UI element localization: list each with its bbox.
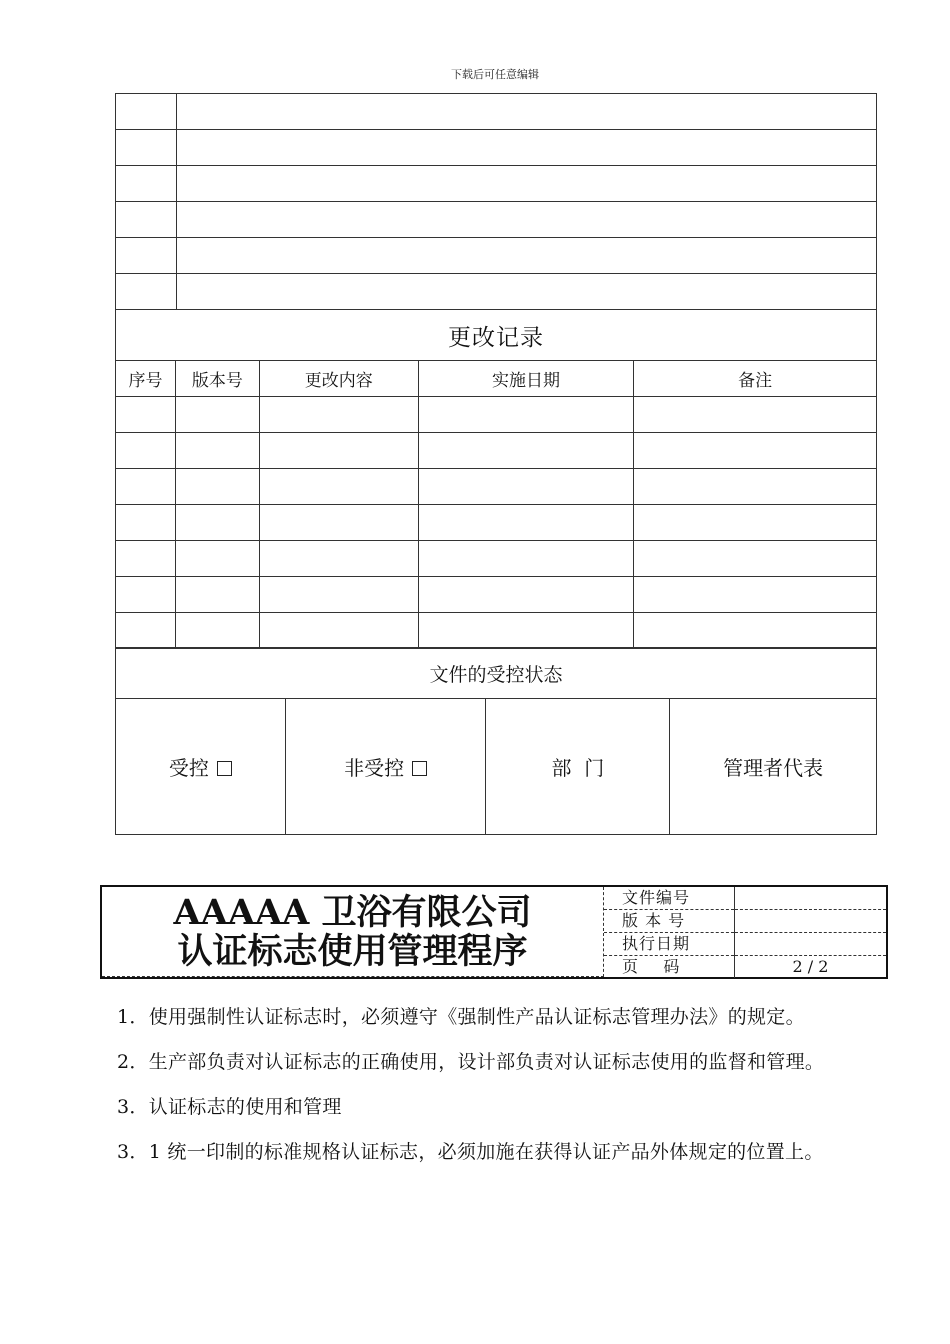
document-meta-table [604,887,886,978]
paragraph: 3．认证标志的使用和管理 [117,1096,342,1118]
column-header: 更改内容 [259,361,418,397]
page-number: 2 / 2 [792,957,829,976]
department-label: 部 门 [551,756,605,780]
table-row [116,613,877,649]
management-rep-label: 管理者代表 [723,756,824,780]
table-title-row [116,648,877,699]
company-name: AAAAA 卫浴有限公司 [173,892,532,933]
table-row [116,94,877,130]
column-header: 序号 [116,361,176,397]
meta-value [735,933,887,956]
document-header [100,885,888,979]
meta-row [604,956,886,979]
uncontrolled-checkbox[interactable] [412,761,427,776]
table-row [116,202,877,238]
table-row [116,130,877,166]
department-cell [486,699,670,835]
page-top-note: 下载后可任意编辑 [451,68,539,81]
document-title: 认证标志使用管理程序 [177,932,528,972]
controlled-label: 受控 [168,756,209,780]
controlled-checkbox[interactable] [217,761,232,776]
table-row [116,238,877,274]
meta-row [604,910,886,933]
meta-label: 页 码 [604,956,735,979]
company-title-area [102,887,604,977]
meta-label: 执行日期 [604,933,735,956]
column-header: 备注 [634,361,877,397]
table-row [116,541,877,577]
column-header: 版本号 [175,361,259,397]
meta-row [604,887,886,910]
table-row [116,274,877,310]
meta-label: 版 本 号 [604,910,735,933]
column-header: 实施日期 [418,361,634,397]
body-text [117,1005,877,1185]
paragraph: 3．1 统一印制的标准规格认证标志，必须加施在获得认证产品外体规定的位置上。 [117,1141,824,1163]
table-row [116,577,877,613]
blank-rows-table [115,93,877,310]
meta-row [604,933,886,956]
paragraph: 2．生产部负责对认证标志的正确使用，设计部负责对认证标志使用的监督和管理。 [117,1051,825,1073]
meta-label: 文件编号 [604,887,735,910]
table-header-row [116,361,877,397]
meta-value [735,887,887,910]
table-row [116,469,877,505]
change-record-table [115,309,877,649]
table-row [116,433,877,469]
uncontrolled-label: 非受控 [344,756,405,780]
table-row [116,699,877,835]
paragraph: 1．使用强制性认证标志时，必须遵守《强制性产品认证标志管理办法》的规定。 [117,1006,805,1028]
management-rep-cell [670,699,877,835]
uncontrolled-option[interactable] [285,699,486,835]
table-row [116,505,877,541]
change-record-title: 更改记录 [116,310,877,361]
meta-value [735,910,887,933]
control-status-table [115,647,877,835]
table-row [116,166,877,202]
table-title-row [116,310,877,361]
controlled-option[interactable] [116,699,286,835]
table-row [116,397,877,433]
control-status-title: 文件的受控状态 [116,648,877,699]
